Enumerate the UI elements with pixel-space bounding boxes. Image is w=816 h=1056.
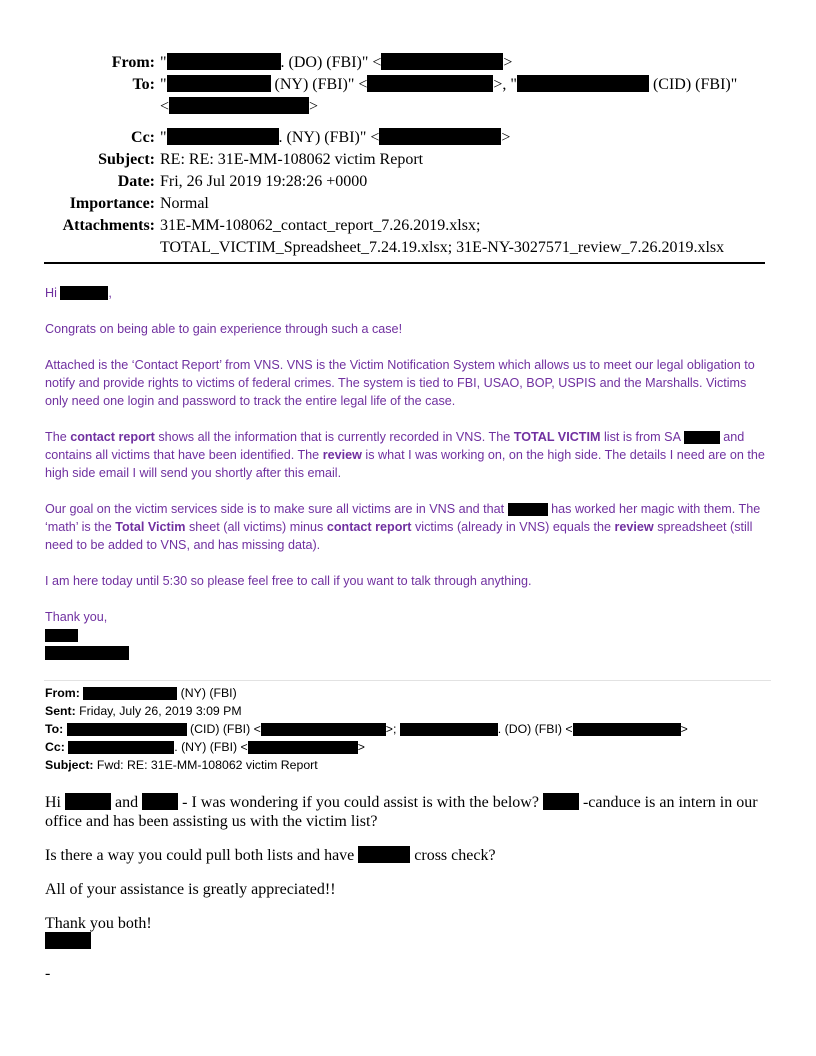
header-cc-row (0, 127, 816, 149)
redaction (169, 97, 309, 114)
signature-redaction (45, 628, 767, 642)
reply-paragraph: The contact report shows all the information that is currently recorded in VNS. The TOTAL VICTIM list is from SA and contains all victims that have been identified. The review is what I was working on, on the high side. The details I need are on the high side email I will send you shortly after this email. (45, 430, 765, 480)
fwd-closing: Thank you both! (45, 915, 152, 932)
fwd-sent-row: Sent: Friday, July 26, 2019 3:09 PM (45, 704, 242, 718)
redaction (167, 128, 279, 145)
redaction (508, 503, 548, 516)
attachment-link[interactable]: TOTAL_VICTIM_Spreadsheet_7.24.19.xlsx; 31E-NY-3027571_review_7.26.2019.xlsx (160, 239, 725, 256)
subject-label: Subject: (98, 151, 155, 168)
importance-label: Importance: (69, 195, 155, 212)
header-attachments-row (0, 215, 816, 259)
redaction (379, 128, 501, 145)
cc-value: " . (NY) (FBI)" < > (160, 129, 511, 146)
attachments-label: Attachments: (62, 217, 155, 234)
forwarded-body (45, 793, 775, 983)
redaction (167, 75, 271, 92)
redaction (45, 932, 91, 949)
fwd-cc-row: Cc: . (NY) (FBI) < > (45, 740, 365, 754)
header-to-row (0, 74, 816, 118)
redaction (45, 646, 129, 660)
subject-value: RE: RE: 31E-MM-108062 victim Report (160, 151, 424, 168)
to-value: " (NY) (FBI)" < >, " (CID) (FBI)" < > (160, 76, 738, 115)
reply-paragraph: I am here today until 5:30 so please feel free to call if you want to talk through anything. (45, 574, 532, 588)
importance-value: Normal (160, 195, 209, 212)
attachments-value (160, 215, 816, 259)
header-from-row (0, 52, 816, 74)
from-label: From: (111, 54, 155, 71)
redaction (517, 75, 649, 92)
redaction (543, 793, 579, 810)
reply-paragraph: Our goal on the victim services side is to make sure all victims are in VNS and that has worked her magic with them. The ‘math’ is the Total Victim sheet (all victims) minus contact report victims (already in VNS) equals the review spreadsheet (still need to be added to VNS, and has missing data). (45, 502, 761, 552)
fwd-paragraph: Is there a way you could pull both lists and have cross check? (45, 847, 496, 864)
fwd-subject-row: Subject: Fwd: RE: 31E-MM-108062 victim Report (45, 758, 318, 772)
redaction (358, 846, 410, 863)
fwd-paragraph: All of your assistance is greatly appreciated!! (45, 881, 336, 898)
email-header (0, 52, 816, 259)
forwarded-header (45, 684, 767, 774)
attachment-link[interactable]: 31E-MM-108062_contact_report_7.26.2019.xlsx; (160, 217, 481, 234)
redaction (367, 75, 493, 92)
redaction (68, 741, 174, 754)
redaction (142, 793, 178, 810)
reply-paragraph: Congrats on being able to gain experience through such a case! (45, 322, 403, 336)
redaction (167, 53, 281, 70)
fwd-from-row: From: (NY) (FBI) (45, 686, 237, 700)
redaction (573, 723, 681, 736)
redaction (381, 53, 503, 70)
header-subject-row (0, 149, 816, 171)
date-label: Date: (117, 173, 155, 190)
fwd-paragraph: Hi and - I was wondering if you could assist is with the below? -canduce is an intern in our office and has been assisting us with the victim list? (45, 794, 758, 830)
redaction (65, 793, 111, 810)
reply-closing: Thank you, (45, 610, 108, 624)
fwd-to-row: To: (CID) (FBI) < >; . (DO) (FBI) < > (45, 722, 688, 736)
cc-label: Cc: (131, 129, 155, 146)
redaction (83, 687, 177, 700)
reply-body (45, 284, 767, 660)
header-date-row (0, 171, 816, 193)
from-value: " . (DO) (FBI)" < > (160, 54, 513, 71)
redaction (67, 723, 187, 736)
reply-greeting: Hi , (45, 286, 112, 300)
to-label: To: (132, 76, 155, 93)
header-divider (44, 262, 765, 264)
redaction (248, 741, 358, 754)
redaction (400, 723, 498, 736)
date-value: Fri, 26 Jul 2019 19:28:26 +0000 (160, 173, 368, 190)
signature-redaction (45, 646, 767, 660)
fwd-dash: - (45, 965, 51, 982)
signature-redaction (45, 932, 775, 950)
redaction (684, 431, 720, 444)
redaction (60, 286, 108, 300)
reply-paragraph: Attached is the ‘Contact Report’ from VNS. VNS is the Victim Notification System which allows us to meet our legal obligation to notify and provide rights to victims of federal crimes. The system is tied to FBI, USAO, BOP, USPIS and the Marshalls. Victims only need one login and password to track the entire legal life of the case. (45, 358, 755, 408)
message-separator (44, 680, 771, 681)
redaction (261, 723, 386, 736)
redaction (45, 629, 78, 642)
header-importance-row (0, 193, 816, 215)
